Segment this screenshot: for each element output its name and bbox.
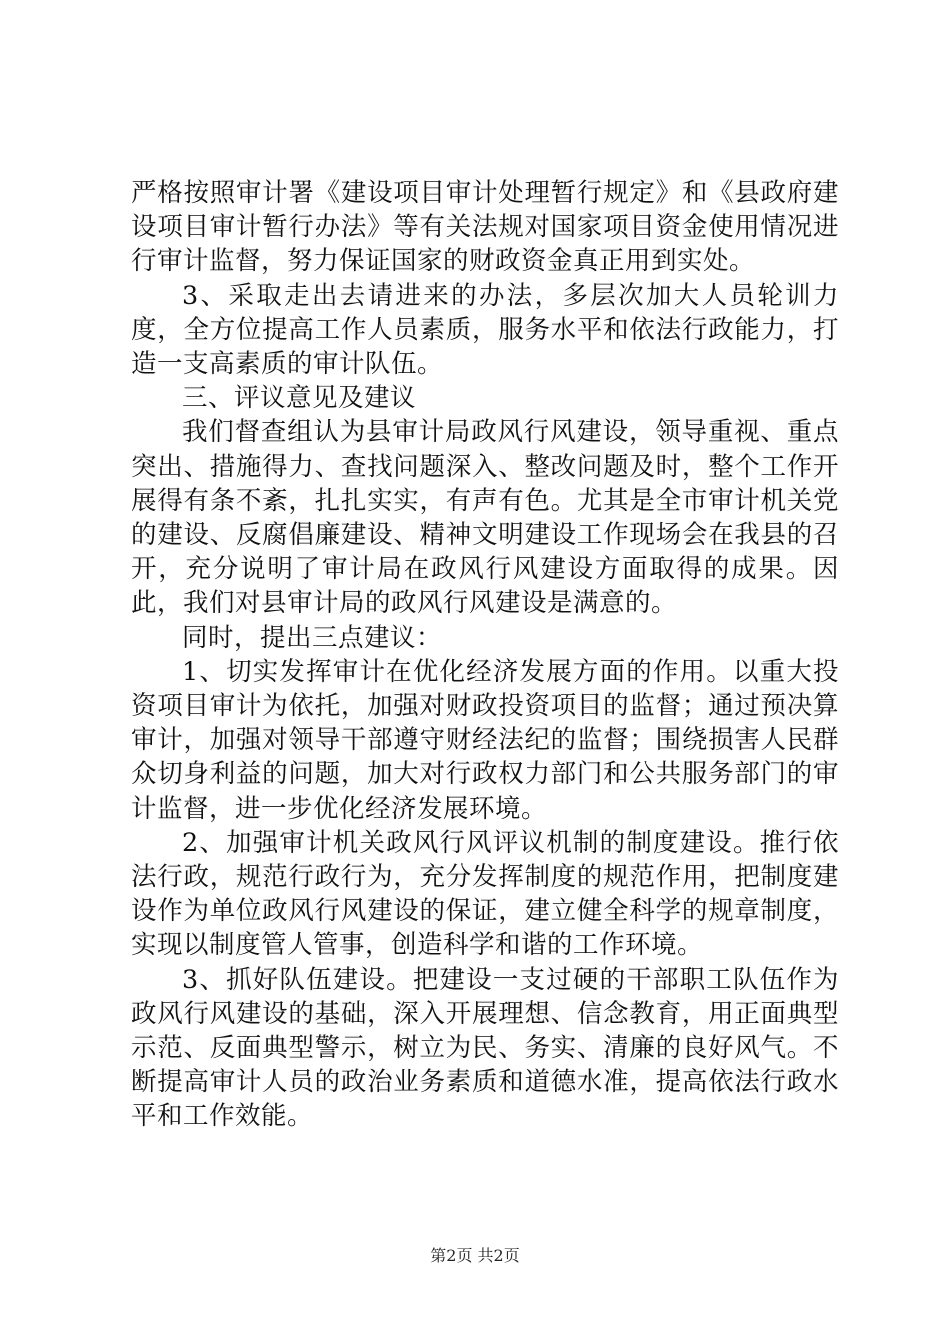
paragraph-continued: 严格按照审计署《建设项目审计处理暂行规定》和《县政府建设项目审计暂行办法》等有关法规对国家项目资金使用情况进行审计监督，努力保证国家的财政资金真正用到实处。 xyxy=(131,178,839,277)
paragraph-evaluation: 我们督查组认为县审计局政风行风建设，领导重视、重点突出、措施得力、查找问题深入、整改问题及时，整个工作开展得有条不紊，扎扎实实，有声有色。尤其是全市审计机关党的建设、反腐倡廉建设、精神文明建设工作现场会在我县的召开，充分说明了审计局在政风行风建设方面取得的成果。因此，我们对县审计局的政风行风建设是满意的。 xyxy=(131,417,839,619)
paragraph-suggestion-3: 3、抓好队伍建设。把建设一支过硬的干部职工队伍作为政风行风建设的基础，深入开展理想、信念教育，用正面典型示范、反面典型警示，树立为民、务实、清廉的良好风气。不断提高审计人员的政治业务素质和道德水准，提高依法行政水平和工作效能。 xyxy=(131,964,839,1132)
section-heading: 三、评议意见及建议 xyxy=(182,383,417,414)
page-number-footer: 第2页 共2页 xyxy=(430,1246,520,1265)
paragraph-measure-3: 3、采取走出去请进来的办法，多层次加大人员轮训力度，全方位提高工作人员素质，服务水平和依法行政能力，打造一支高素质的审计队伍。 xyxy=(131,280,839,380)
document-body xyxy=(131,176,839,1134)
paragraph-suggestion-1: 1、切实发挥审计在优化经济发展方面的作用。以重大投资项目审计为依托，加强对财政投资项目的监督；通过预决算审计，加强对领导干部遵守财经法纪的监督；围绕损害人民群众切身利益的问题，加大对行政权力部门和公共服务部门的审计监督，进一步优化经济发展环境。 xyxy=(131,656,839,824)
paragraph-suggestion-2: 2、加强审计机关政风行风评议机制的制度建设。推行依法行政，规范行政行为，充分发挥制度的规范作用，把制度建设作为单位政风行风建设的保证，建立健全科学的规章制度，实现以制度管人管事，创造科学和谐的工作环境。 xyxy=(131,827,839,961)
paragraph-suggestions-intro: 同时，提出三点建议： xyxy=(182,622,443,653)
